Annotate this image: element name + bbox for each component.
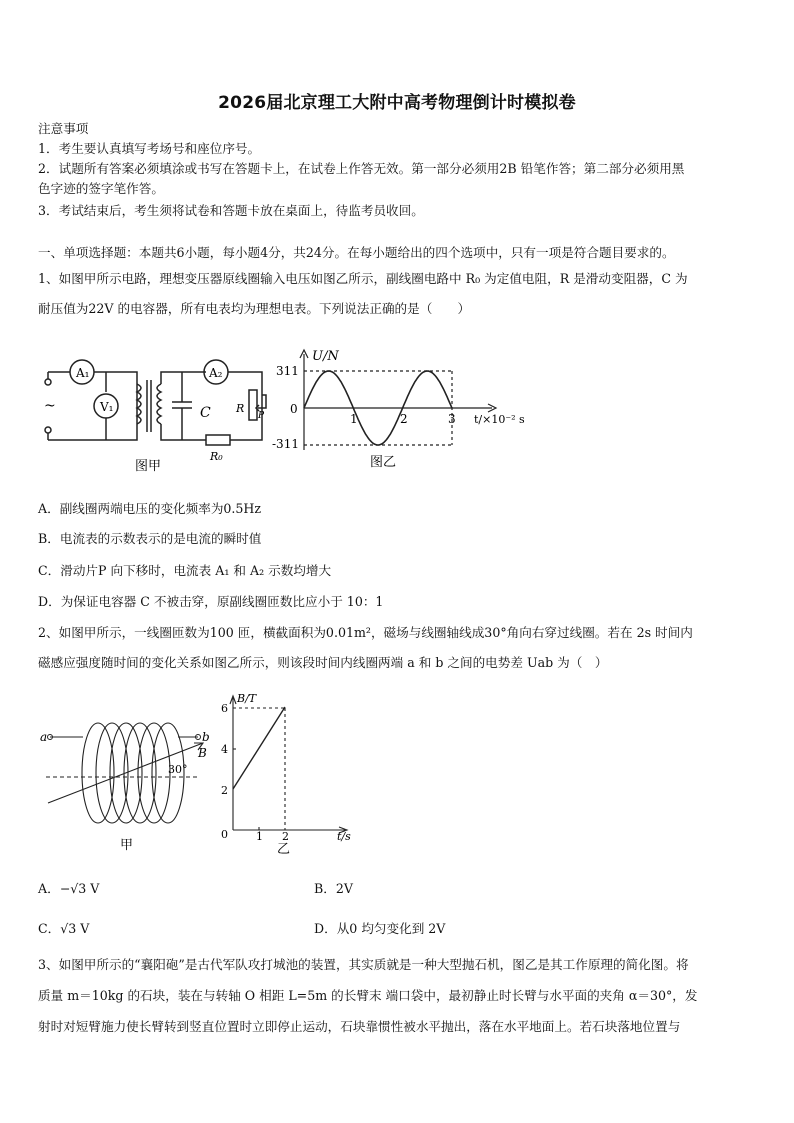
y-tick-label: 2: [221, 784, 228, 797]
resistor-r0-label: R₀: [210, 450, 223, 463]
circuit-diagram: [30, 350, 285, 475]
y-tick-label: -311: [272, 437, 299, 451]
x-tick-label: 0: [221, 828, 228, 841]
x-axis-label: t/s: [337, 830, 351, 843]
capacitor-label: C: [200, 405, 211, 421]
x-tick-label: 2: [282, 830, 289, 843]
angle-label: 30°: [168, 763, 188, 776]
y-tick-label: 6: [221, 702, 228, 715]
field-line: [233, 707, 285, 789]
page-title: 2026届北京理工大附中高考物理倒计时模拟卷: [218, 93, 576, 113]
question-text: 3、如图甲所示的“襄阳砲”是古代军队攻打城池的装置，其实质就是一种大型抛石机，图乙是其工作原理的简化图。将: [38, 957, 689, 972]
question-text: 1、如图甲所示电路，理想变压器原线圈输入电压如图乙所示，副线圈电路中 R₀ 为定值电阻，R 是滑动变阻器，C 为: [38, 271, 688, 286]
option-d: D．从0 均匀变化到 2V: [314, 921, 446, 936]
y-axis-label: B/T: [237, 692, 257, 705]
option-b: B．2V: [314, 881, 353, 896]
figure-caption: 乙: [277, 842, 291, 855]
x-tick-label: 3: [448, 412, 456, 426]
notice-heading: 注意事项: [38, 121, 89, 136]
section-heading: 一、单项选择题：本题共6小题，每小题4分，共24分。在每小题给出的四个选项中，只有一项是符合题目要求的。: [38, 245, 675, 260]
field-series: [233, 707, 285, 789]
ammeter-a1-label: A₁: [76, 366, 90, 380]
voltmeter-v1-label: V₁: [100, 400, 114, 414]
voltage-chart: [270, 338, 535, 478]
question-text: 射时对短臂施力使长臂转到竖直位置时立即停止运动，石块靠惯性被水平抛出，落在水平地面上。若石块落地位置与: [38, 1019, 681, 1034]
ac-source-icon: ~: [44, 398, 56, 414]
notice-item: 2．试题所有答案必须填涂或书写在答题卡上，在试卷上作答无效。第一部分必须用2B 铅笔作答；第二部分必须用黑: [38, 161, 685, 176]
figure-caption: 图乙: [370, 455, 397, 470]
ammeter-a2-label: A₂: [209, 366, 223, 380]
question-text: 质量 m＝10kg 的石块，装在与转轴 O 相距 L=5m 的长臂末 端口袋中，最初静止时长臂与水平面的夹角 α＝30°，发: [38, 988, 698, 1003]
coil-diagram: [38, 715, 218, 855]
slider-label: P: [258, 411, 265, 421]
y-tick-label: 0: [290, 402, 298, 416]
y-tick-label: 4: [221, 743, 228, 756]
option-c: C．√3 V: [38, 921, 90, 936]
question-text: 2、如图甲所示，一线圈匝数为100 匝，横截面积为0.01m²，磁场与线圈轴线成30°角向右穿过线圈。若在 2s 时间内: [38, 625, 693, 640]
field-b-label: B: [198, 746, 207, 760]
option-b: B．电流表的示数表示的是电流的瞬时值: [38, 531, 262, 546]
notice-item: 1．考生要认真填写考场号和座位序号。: [38, 141, 261, 156]
notice-item: 色字迹的签字笔作答。: [38, 181, 164, 196]
terminal-b-label: b: [202, 730, 210, 744]
y-tick-label: 311: [276, 364, 299, 378]
terminal-a-label: a: [40, 730, 48, 744]
question-text: 磁感应强度随时间的变化关系如图乙所示，则该段时间内线圈两端 a 和 b 之间的电势差 Uab 为（ ）: [38, 655, 608, 670]
notice-item: 3．考试结束后，考生须将试卷和答题卡放在桌面上，待监考员收回。: [38, 203, 424, 218]
option-a: A．−√3 V: [38, 881, 100, 896]
rheostat-label: R: [236, 402, 245, 415]
field-chart: [215, 690, 365, 855]
option-a: A．副线圈两端电压的变化频率为0.5Hz: [38, 501, 262, 516]
x-tick-label: 2: [400, 412, 408, 426]
x-tick-label: 1: [350, 412, 358, 426]
figure-caption: 甲: [120, 838, 134, 853]
x-tick-label: 1: [256, 830, 263, 843]
option-d: D．为保证电容器 C 不被击穿，原副线圈匝数比应小于 10：1: [38, 594, 384, 609]
option-c: C．滑动片P 向下移时，电流表 A₁ 和 A₂ 示数均增大: [38, 563, 332, 578]
question-text: 耐压值为22V 的电容器，所有电表均为理想电表。下列说法正确的是（ ）: [38, 301, 471, 316]
y-axis-label: U/N: [312, 349, 339, 364]
x-axis-label: t/×10⁻² s: [474, 413, 525, 426]
figure-caption: 图甲: [135, 459, 162, 474]
